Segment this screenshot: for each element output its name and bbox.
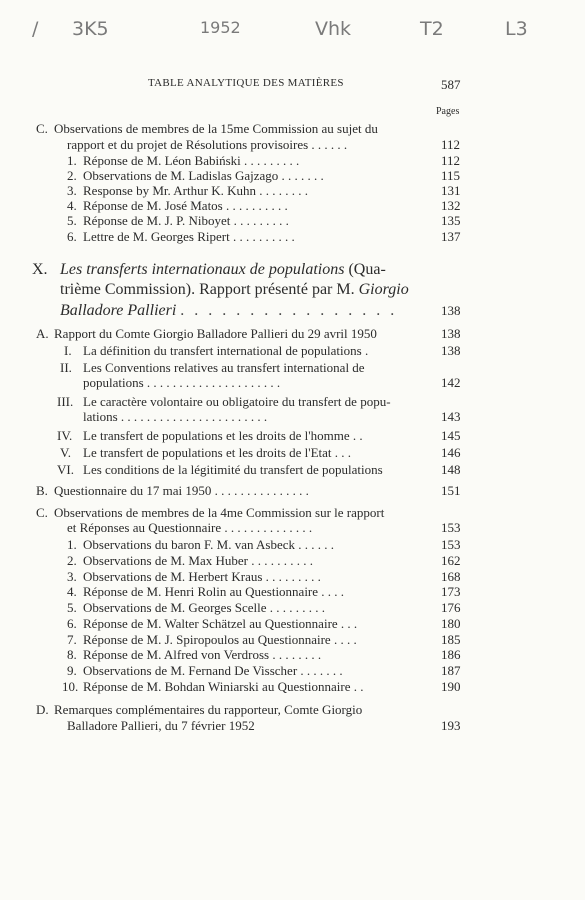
section-title-line: Questionnaire du 17 mai 1950 . . . . . . . . . . . . . . .	[54, 483, 309, 498]
page-ref: 146	[441, 445, 461, 460]
item-number: 1.	[67, 537, 77, 552]
page-ref: 135	[441, 213, 461, 228]
item-text: lations . . . . . . . . . . . . . . . . . . . . . . .	[83, 409, 268, 424]
section-title-line: Balladore Pallieri, du 7 février 1952	[67, 718, 255, 733]
page-ref: 112	[441, 137, 461, 152]
page-ref: 151	[441, 483, 461, 498]
item-number: 9.	[67, 663, 77, 678]
page-ref: 112	[441, 153, 461, 168]
item-number: 7.	[67, 632, 77, 647]
page-ref: 193	[441, 718, 461, 733]
item-number: 5.	[67, 600, 77, 615]
item-text: populations . . . . . . . . . . . . . . . . . . . . .	[83, 375, 281, 390]
item-number: II.	[60, 360, 72, 375]
page-ref: 137	[441, 229, 461, 244]
item-text: Réponse de M. Alfred von Verdross . . . . . . . .	[83, 647, 322, 662]
handwritten-mark: 1952	[200, 18, 241, 37]
page-ref: 138	[441, 343, 461, 358]
page-ref: 162	[441, 553, 461, 568]
page-ref: 115	[441, 168, 461, 183]
item-text: Les Conventions relatives au transfert international de	[83, 360, 365, 375]
item-number: 3.	[67, 569, 77, 584]
item-number: VI.	[57, 462, 74, 477]
item-text: Observations de M. Ladislas Gajzago . . . . . . .	[83, 168, 324, 183]
handwritten-mark: 3K5	[72, 18, 109, 40]
item-number: 6.	[67, 229, 77, 244]
page-ref: 148	[441, 462, 461, 477]
section-title-line: Observations de membres de la 15me Commission au sujet du	[54, 121, 378, 136]
item-number: 10.	[62, 679, 79, 694]
item-text: Réponse de M. J. Spiropoulos au Questionnaire . . . .	[83, 632, 357, 647]
page-ref: 185	[441, 632, 461, 647]
item-number: 4.	[67, 584, 77, 599]
item-text: La définition du transfert international de populations .	[83, 343, 369, 358]
page-ref: 143	[441, 409, 461, 424]
page-ref: 142	[441, 375, 461, 390]
section-label: D.	[36, 702, 49, 717]
item-text: Le caractère volontaire ou obligatoire du transfert de popu-	[83, 394, 391, 409]
item-text: Le transfert de populations et les droits de l'Etat . . .	[83, 445, 352, 460]
section-label: A.	[36, 326, 49, 341]
item-number: 2.	[67, 553, 77, 568]
item-number: 5.	[67, 213, 77, 228]
item-number: 6.	[67, 616, 77, 631]
section-title-line: Observations de membres de la 4me Commission sur le rapport	[54, 505, 385, 520]
page-ref: 138	[441, 303, 461, 318]
item-number: IV.	[57, 428, 73, 443]
chapter-author-italic: Balladore Pallieri	[60, 302, 177, 319]
page-ref: 173	[441, 584, 461, 599]
chapter-title-line: trième Commission). Rapport présenté par M.	[60, 281, 355, 298]
chapter-author-italic: Giorgio	[358, 281, 409, 298]
page-ref: 176	[441, 600, 461, 615]
item-number: 4.	[67, 198, 77, 213]
item-text: Réponse de M. Bohdan Winiarski au Questionnaire . .	[83, 679, 364, 694]
item-number: 1.	[67, 153, 77, 168]
chapter-label: X.	[32, 261, 48, 278]
page-ref: 190	[441, 679, 461, 694]
item-text: Response by Mr. Arthur K. Kuhn . . . . . . . .	[83, 183, 308, 198]
page-ref: 168	[441, 569, 461, 584]
page-ref: 186	[441, 647, 461, 662]
section-title-line: Remarques complémentaires du rapporteur, Comte Giorgio	[54, 702, 363, 717]
handwritten-mark: /	[32, 18, 39, 40]
handwritten-mark: L3	[505, 18, 528, 40]
chapter-title-rest: (Qua-	[348, 261, 386, 278]
item-number: 3.	[67, 183, 77, 198]
item-text: Lettre de M. Georges Ripert . . . . . . . . . .	[83, 229, 295, 244]
page-ref: 153	[441, 520, 461, 535]
page-ref: 180	[441, 616, 461, 631]
item-text: Observations du baron F. M. van Asbeck . . . . . .	[83, 537, 334, 552]
item-text: Réponse de M. Léon Babiński . . . . . . . . .	[83, 153, 300, 168]
item-number: 8.	[67, 647, 77, 662]
handwritten-annotations	[0, 18, 585, 48]
handwritten-mark: Vhk	[315, 18, 352, 40]
page-number: 587	[441, 77, 461, 92]
page-ref: 153	[441, 537, 461, 552]
running-title: TABLE ANALYTIQUE DES MATIÈRES	[148, 77, 344, 89]
section-label: B.	[36, 483, 48, 498]
section-label: C.	[36, 121, 48, 136]
page-ref: 132	[441, 198, 461, 213]
item-text: Le transfert de populations et les droits de l'homme . .	[83, 428, 363, 443]
item-text: Réponse de M. Henri Rolin au Questionnaire . . . .	[83, 584, 345, 599]
pages-column-header: Pages	[436, 106, 460, 117]
item-text: Réponse de M. José Matos . . . . . . . . . .	[83, 198, 288, 213]
item-text: Observations de M. Georges Scelle . . . . . . . . .	[83, 600, 326, 615]
item-number: I.	[64, 343, 72, 358]
chapter-title-italic: Les transferts internationaux de populations	[60, 261, 345, 278]
section-title-line: Rapport du Comte Giorgio Balladore Pallieri du 29 avril 1950	[54, 326, 377, 341]
page-ref: 138	[441, 326, 461, 341]
item-text: Les conditions de la légitimité du transfert de populations	[83, 462, 383, 477]
item-number: 2.	[67, 168, 77, 183]
leader-dots: . . . . . . . . . . . . . . . .	[180, 302, 398, 319]
item-number: III.	[57, 394, 74, 409]
item-number: V.	[60, 445, 71, 460]
section-title-line: rapport et du projet de Résolutions provisoires . . . . . .	[67, 137, 348, 152]
item-text: Observations de M. Herbert Kraus . . . . . . . . .	[83, 569, 321, 584]
item-text: Observations de M. Fernand De Visscher . . . . . . .	[83, 663, 343, 678]
section-title-line: et Réponses au Questionnaire . . . . . . . . . . . . . .	[67, 520, 313, 535]
handwritten-mark: T2	[420, 18, 444, 40]
item-text: Observations de M. Max Huber . . . . . . . . . .	[83, 553, 313, 568]
item-text: Réponse de M. Walter Schätzel au Questionnaire . . .	[83, 616, 358, 631]
section-label: C.	[36, 505, 48, 520]
page-ref: 131	[441, 183, 461, 198]
item-text: Réponse de M. J. P. Niboyet . . . . . . . . .	[83, 213, 289, 228]
page-ref: 187	[441, 663, 461, 678]
page-ref: 145	[441, 428, 461, 443]
